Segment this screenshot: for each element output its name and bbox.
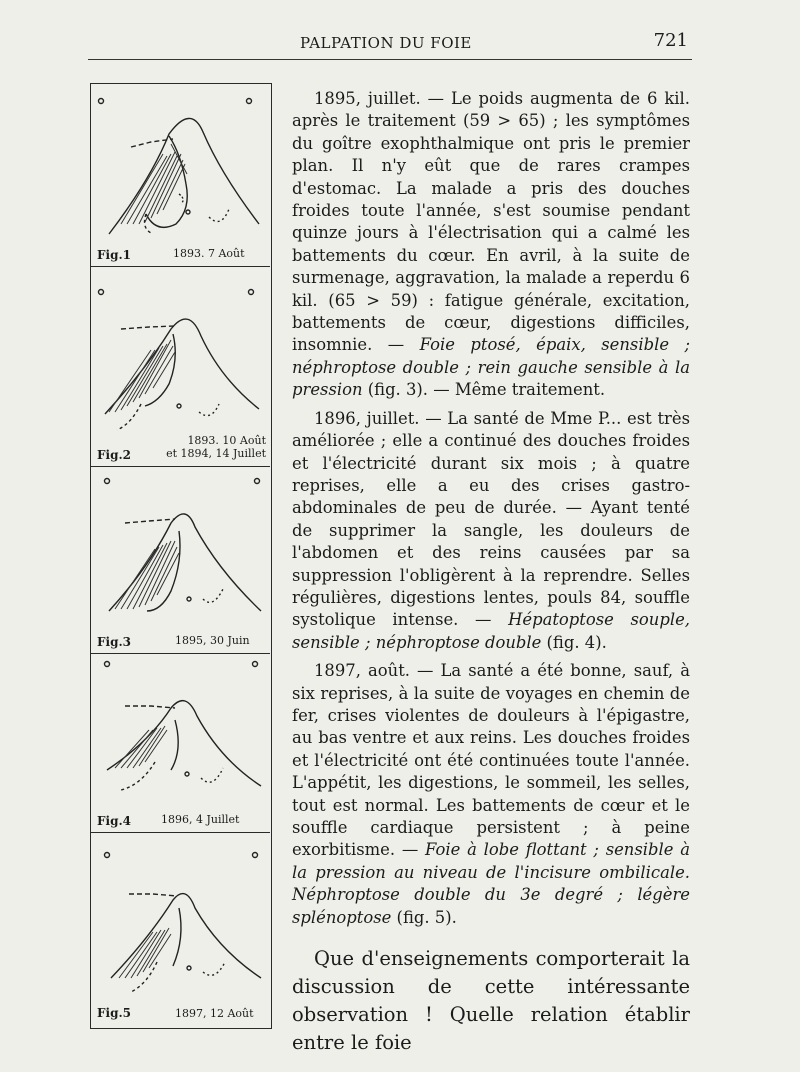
paragraph-1897-text: 1897, août. — La santé a été bonne, sauf, à six reprises, à la suite de voyages en chemin de fer, crises violentes de douleurs à l'épigastre, au bas ventre et aux reins. Les douches froides et l'électricité ont été continuées toute l'année. L'appétit, les digestions, le sommeil, les selles, tout est normal. Les battements de cœur et le souffle cardiaque persistent ; à peine exorbitisme. — <box>292 661 690 860</box>
figure-2 <box>91 284 270 467</box>
figure-1-date: 1893. 7 Août <box>173 247 245 260</box>
paragraph-1895-italic: Foie ptosé, épaix, sensible ; néphroptose double ; rein gauche sensible à la pression <box>292 335 690 400</box>
liver-diagram-3 <box>91 471 270 654</box>
figure-1 <box>91 84 270 267</box>
figure-5-label: Fig.5 <box>97 1006 131 1020</box>
figure-4-label: Fig.4 <box>97 814 131 828</box>
figure-3-label: Fig.3 <box>97 635 131 649</box>
liver-diagram-4 <box>91 650 270 833</box>
paragraph-1895-end: (fig. 3). — Même traitement. <box>362 380 606 400</box>
figure-5 <box>91 838 270 1028</box>
figure-column <box>90 83 272 1029</box>
figure-4-date: 1896, 4 Juillet <box>161 813 240 826</box>
figure-1-label: Fig.1 <box>97 248 131 262</box>
paragraph-1897-end: (fig. 5). <box>391 907 457 927</box>
figure-5-date: 1897, 12 Août <box>175 1007 254 1020</box>
figure-2-date-line2: et 1894, 14 Juillet <box>166 447 266 460</box>
running-title: PALPATION DU FOIE <box>300 34 472 52</box>
body-text <box>292 88 690 1063</box>
header-rule <box>88 59 692 60</box>
paragraph-1897-italic: Foie à lobe flottant ; sensible à la pression au niveau de l'incisure ombilicale. Néphroptose double du 3e degré ; légère splénoptose <box>292 840 691 927</box>
paragraph-1897 <box>292 660 690 929</box>
paragraph-1895-text: 1895, juillet. — Le poids augmenta de 6 kil. après le traitement (59 > 65) ; les symptômes du goître exophthalmique ont pris le premier plan. Il n'y eût que de rares crampes d'estomac. La malade a pris des douches froides toute l'année, s'est soumise pendant quinze jours à l'électrisation qui a calmé les battements du cœur. En avril, à la suite de surmenage, aggravation, la malade a reperdu 6 kil. (65 > 59) : fatigue générale, excitation, battements de cœur, digestions difficiles, insomnie. — <box>292 89 690 355</box>
liver-diagram-5 <box>91 838 270 1028</box>
figure-4 <box>91 650 270 833</box>
paragraph-1896-end: (fig. 4). <box>541 632 607 652</box>
paragraph-1896 <box>292 408 690 654</box>
liver-diagram-1 <box>91 84 270 267</box>
figure-2-date <box>166 434 266 460</box>
paragraph-conclusion: Que d'enseignements comporterait la discussion de cette intéressante observation ! Quelle relation établir entre le foie <box>292 947 690 1055</box>
figure-2-date-line1: 1893. 10 Août <box>187 434 266 447</box>
figure-3-date: 1895, 30 Juin <box>175 634 250 647</box>
paragraph-1896-text: 1896, juillet. — La santé de Mme P... est très améliorée ; elle a continué des douches froides et l'électricité durant six mois ; à quatre reprises, elle a eu des crises gastro-abdominales de peu de durée. — Ayant tenté de supprimer la sangle, les douleurs de l'abdomen et des reins causées par sa suppression l'obligèrent à la reprendre. Selles régulières, digestions lentes, pouls 84, souffle systolique intense. — <box>292 408 690 630</box>
paragraph-1895 <box>292 88 690 402</box>
paragraph-1896-italic: Hépatoptose souple, sensible ; néphroptose double <box>292 610 690 652</box>
figure-2-label: Fig.2 <box>97 448 131 462</box>
page-number: 721 <box>653 30 688 51</box>
figure-3 <box>91 471 270 654</box>
running-header <box>88 30 688 56</box>
